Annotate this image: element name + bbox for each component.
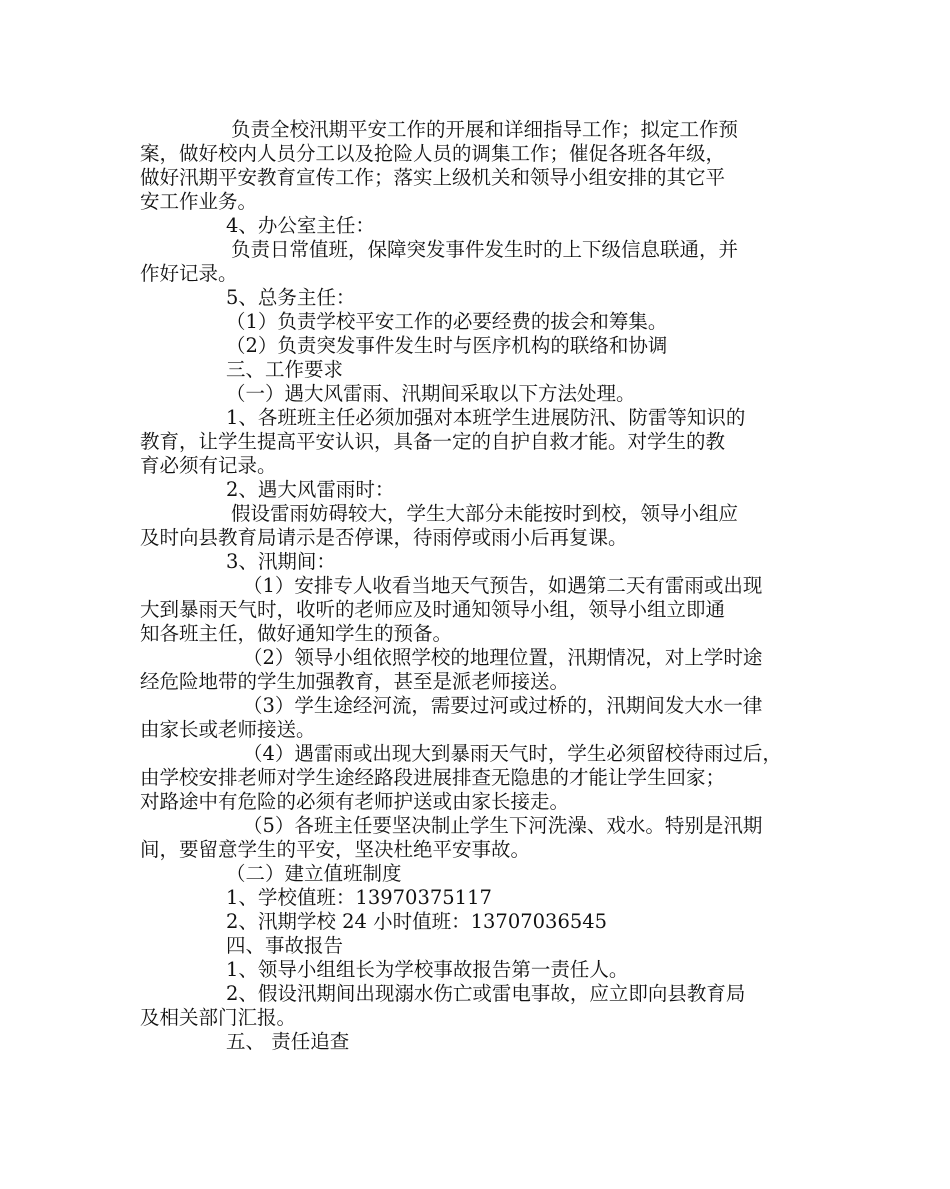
- text-line: 大到暴雨天气时，收听的老师应及时通知领导小组，领导小组立即通: [140, 598, 726, 621]
- text-line: 育必须有记录。: [140, 454, 277, 477]
- text-line: 由学校安排老师对学生途经路段进展排查无隐患的才能让学生回家；: [140, 766, 726, 789]
- text-line: 五、 责任追查: [226, 1030, 350, 1053]
- text-line: 1、领导小组组长为学校事故报告第一责任人。: [226, 958, 629, 981]
- text-line: 作好记录。: [140, 262, 238, 285]
- text-line: 间，要留意学生的平安，坚决杜绝平安事故。: [140, 838, 531, 861]
- text-line: 4、办公室主任：: [226, 214, 375, 237]
- text-line: 1、各班班主任必须加强对本班学生进展防汛、防雷等知识的: [226, 406, 746, 429]
- text-line: 3、汛期间：: [226, 550, 336, 573]
- text-line: （4）遇雷雨或出现大到暴雨天气时，学生必须留校待雨过后，: [243, 742, 782, 765]
- text-line: 负责日常值班，保障突发事件发生时的上下级信息联通，并: [231, 238, 739, 261]
- text-line: 负责全校汛期平安工作的开展和详细指导工作；拟定工作预: [231, 118, 739, 141]
- text-line: 假设雷雨妨碍较大，学生大部分未能按时到校，领导小组应: [231, 502, 739, 525]
- text-line: 教育，让学生提高平安认识，具备一定的自护自救才能。对学生的教: [140, 430, 726, 453]
- text-line: 5、总务主任：: [226, 286, 356, 309]
- text-line: 2、汛期学校 24 小时值班：13707036545: [226, 910, 608, 933]
- text-line: 三、工作要求: [226, 358, 344, 381]
- text-line: （1）安排专人收看当地天气预告，如遇第二天有雷雨或出现: [243, 574, 763, 597]
- text-line: 做好汛期平安教育宣传工作；落实上级机关和领导小组安排的其它平: [140, 166, 726, 189]
- text-line: （5）各班主任要坚决制止学生下河洗澡、戏水。特别是汛期: [243, 814, 763, 837]
- text-line: （二）建立值班制度: [226, 862, 402, 885]
- text-line: 知各班主任，做好通知学生的预备。: [140, 622, 453, 645]
- text-line: （2）领导小组依照学校的地理位置，汛期情况，对上学时途: [243, 646, 763, 669]
- text-line: 对路途中有危险的必须有老师护送或由家长接走。: [140, 790, 570, 813]
- text-line: 安工作业务。: [140, 190, 258, 213]
- text-line: 由家长或老师接送。: [140, 718, 316, 741]
- text-line: （2）负责突发事件发生时与医序机构的联络和协调: [226, 334, 668, 357]
- text-line: 经危险地带的学生加强教育，甚至是派老师接送。: [140, 670, 570, 693]
- document-body: [140, 118, 820, 1054]
- text-line: 1、学校值班：13970375117: [226, 886, 492, 909]
- text-line: （3）学生途经河流，需要过河或过桥的，汛期间发大水一律: [243, 694, 763, 717]
- text-line: 2、假设汛期间出现溺水伤亡或雷电事故，应立即向县教育局: [226, 982, 746, 1005]
- text-line: 及时向县教育局请示是否停课，待雨停或雨小后再复课。: [140, 526, 628, 549]
- text-line: 2、遇大风雷雨时：: [226, 478, 395, 501]
- text-line: 四、事故报告: [226, 934, 344, 957]
- text-line: 案，做好校内人员分工以及抢险人员的调集工作；催促各班各年级，: [140, 142, 726, 165]
- text-line: （一）遇大风雷雨、汛期间采取以下方法处理。: [226, 382, 636, 405]
- text-line: （1）负责学校平安工作的必要经费的拔会和筹集。: [226, 310, 668, 333]
- text-line: 及相关部门汇报。: [140, 1006, 297, 1029]
